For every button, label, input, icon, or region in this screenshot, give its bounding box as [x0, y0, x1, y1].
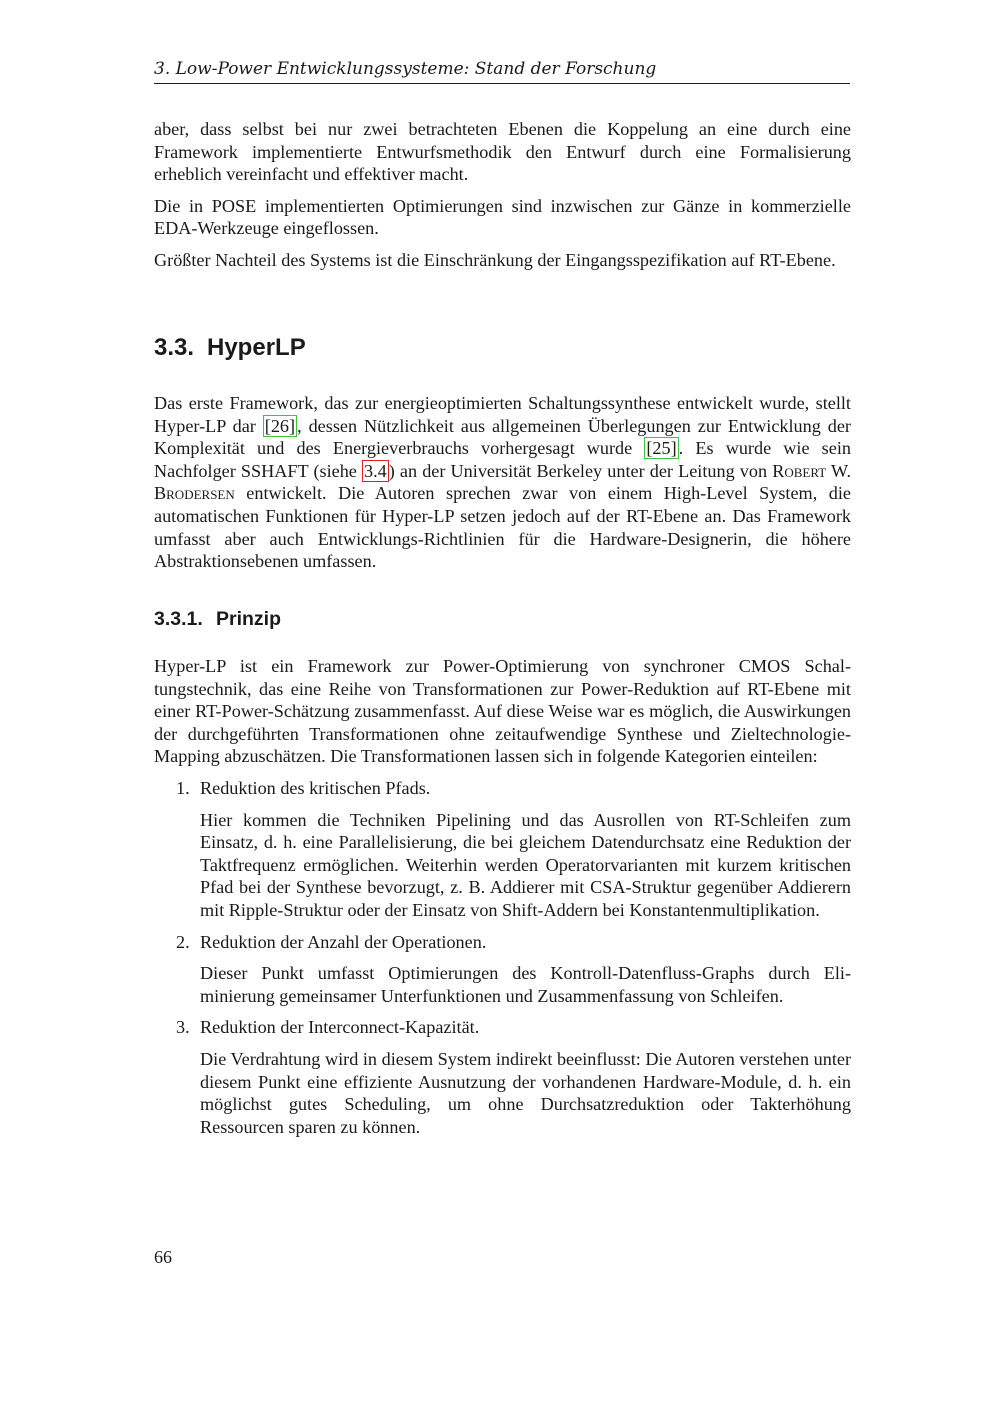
- transformation-list: [154, 777, 851, 1138]
- section-reference-link[interactable]: 3.4: [364, 460, 387, 481]
- list-item-text: Dieser Punkt umfasst Optimierungen des Kontroll-Datenfluss-Graphs durch Eliminierung gemeinsamer Unterfunktionen und Zusammenfassung von Schleifen.: [200, 963, 851, 1006]
- author-name: Robert W. Brodersen: [154, 460, 851, 504]
- list-item: [154, 1016, 851, 1138]
- list-item-text: Die Verdrahtung wird in diesem System indirekt beeinflusst: Die Autoren verstehen unter diesem Punkt eine effiziente Ausnutzung der vorhandenen Hardware-Module, d. h. ein möglichst gutes Scheduling, um ohne Durchsatzreduktion oder Takterhöhung Ressourcen sparen zu können.: [200, 1048, 851, 1137]
- list-item-title: Reduktion des kritischen Pfads.: [200, 777, 431, 798]
- list-item-title: Reduktion der Interconnect-Kapazität.: [200, 1017, 480, 1038]
- list-item-text: Hier kommen die Techniken Pipelining und das Ausrollen von RT-Schleifen zum Einsatz, d. h. eine Parallelisierung, die bei gleichem Datendurchsatz eine Reduktion der Taktfrequenz ermöglichen. Weiterhin werden Operatorvarianten mit kurzem kritischen Pfad bei der Synthese bevorzugt, z. B. Addierer mit CSA-Struktur gegenüber Addierern mit Ripple-Struktur oder der Einsatz von Shift-Addern bei Konstantenmultiplikation.: [200, 809, 851, 920]
- intro-paragraph: aber, dass selbst bei nur zwei betrachteten Ebenen die Koppelung an eine durch eine Framework implementierte Entwurfsmethodik den Entwurf durch eine Formalisierung erheblich vereinfacht und effektiver macht.: [154, 119, 851, 185]
- section-number: 3.3.: [154, 334, 195, 361]
- subsection-heading: [154, 608, 281, 631]
- section-title: HyperLP: [207, 334, 306, 361]
- text-run: entwickelt. Die Autoren sprechen zwar von einem High-Level System, die automatischen Funktionen für Hyper-LP setzen jedoch auf der RT-Ebene an. Das Framework umfasst aber auch Entwicklungs-Richtlinien für die Hardware-Designerin, die höhere Abstraktionsebenen umfassen.: [154, 483, 851, 572]
- intro-text: [154, 118, 851, 281]
- list-item: [154, 931, 851, 1008]
- subsection-text: [154, 655, 851, 1147]
- section-paragraph: [154, 392, 851, 573]
- running-head: 3. Low-Power Entwicklungssysteme: Stand der Forschung: [154, 58, 850, 84]
- text-run: ) an der Universität Berkeley unter der Leitung von: [388, 460, 773, 481]
- page-number: 66: [154, 1247, 172, 1267]
- text-run: , dessen Nützlichkeit aus allgemeinen Überlegungen zur Entwicklung der Komplexität und des Energieverbrauchs vorhergesagt wurde: [154, 415, 851, 459]
- subsection-paragraph: Hyper-LP ist ein Framework zur Power-Optimierung von synchroner CMOS Schaltungstechnik, das eine Reihe von Transformationen zur Power-Reduktion auf RT-Ebene mit einer RT-Power-Schätzung zusammenfasst. Auf diese Weise war es möglich, die Auswirkungen der durchgeführten Transformationen ohne zeitaufwendige Synthese und Zieltechnologie-Mapping abzuschätzen. Die Transformationen lassen sich in folgende Kategorien einteilen:: [154, 656, 851, 767]
- text-run: . Es wurde wie sein Nachfolger SSHAFT (siehe: [154, 438, 851, 481]
- citation-link[interactable]: [26]: [264, 415, 296, 436]
- subsection-number: 3.3.1.: [154, 608, 203, 630]
- list-item-number: 1.: [176, 777, 190, 798]
- subsection-title: Prinzip: [216, 608, 282, 630]
- section-heading: [154, 334, 306, 362]
- intro-paragraph: Größter Nachteil des Systems ist die Einschränkung der Eingangsspezifikation auf RT-Ebene.: [154, 249, 836, 270]
- section-text: [154, 392, 851, 582]
- text-run: Das erste Framework, das zur energieoptimierten Schaltungssynthese entwickelt wurde, stellt Hyper-LP dar: [154, 393, 851, 436]
- list-item: [154, 777, 851, 922]
- list-item-number: 3.: [176, 1017, 190, 1038]
- list-item-title: Reduktion der Anzahl der Operationen.: [200, 931, 487, 952]
- list-item-number: 2.: [176, 931, 190, 952]
- citation-link[interactable]: [25]: [646, 438, 677, 459]
- intro-paragraph: Die in POSE implementierten Optimierungen sind inzwischen zur Gänze in kommerzielle EDA-Werkzeuge eingeflossen.: [154, 195, 851, 239]
